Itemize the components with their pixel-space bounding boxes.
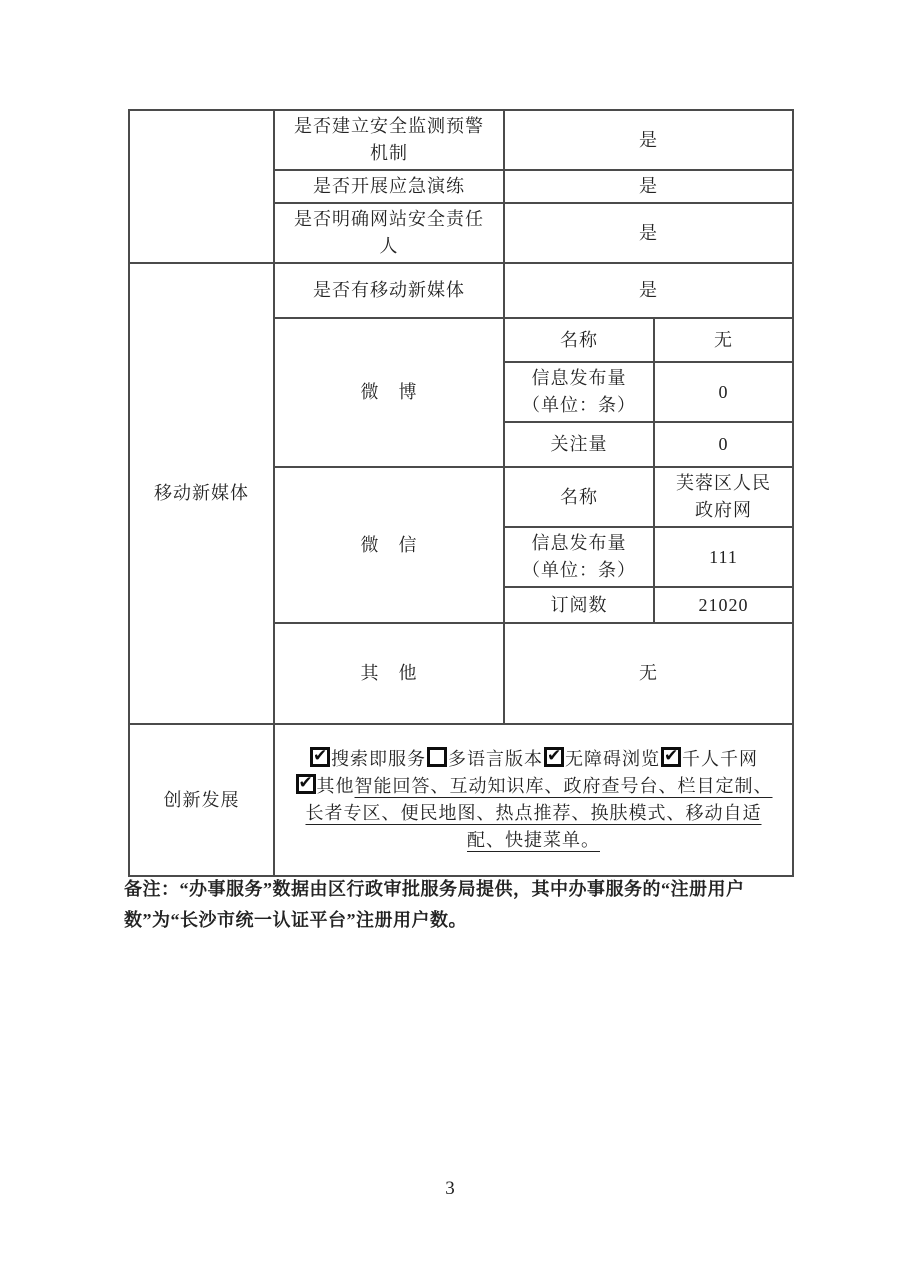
wechat-field-label-line1: 名称 (560, 486, 598, 507)
wechat-field-label (504, 587, 654, 623)
table-row (129, 724, 793, 876)
innovation-option (426, 749, 543, 769)
innovation-option-label: 多语言版本 (448, 749, 543, 769)
wechat-field-value: 111 (654, 527, 793, 587)
section-label-innovation: 创新发展 (129, 724, 274, 876)
innovation-option (660, 749, 758, 769)
wechat-field-label (504, 527, 654, 587)
weibo-field-label-line2: （单位：条） (522, 395, 636, 415)
weibo-field-value: 无 (654, 318, 793, 362)
weibo-field-label (504, 422, 654, 467)
annual-report-table (128, 109, 794, 877)
weibo-field-value: 0 (654, 422, 793, 467)
table-row (129, 263, 793, 318)
innovation-option (309, 749, 426, 769)
section-label-mobile-media: 移动新媒体 (129, 263, 274, 724)
weibo-label: 微 博 (274, 318, 504, 467)
security-answer: 是 (504, 203, 793, 263)
checkbox-checked-icon (661, 747, 681, 767)
security-question: 是否开展应急演练 (274, 170, 504, 203)
table-row (129, 110, 793, 170)
checkbox-checked-icon (296, 774, 316, 794)
wechat-field-label-line2: （单位：条） (522, 560, 636, 580)
weibo-field-label-line1: 名称 (560, 329, 598, 350)
security-answer: 是 (504, 170, 793, 203)
wechat-field-value: 21020 (654, 587, 793, 623)
innovation-option-label: 其他 (316, 776, 355, 796)
innovation-content-cell (274, 724, 793, 876)
innovation-option (543, 749, 660, 769)
mobile-media-answer: 是 (504, 263, 793, 318)
wechat-field-value: 芙蓉区人民政府网 (654, 467, 793, 527)
footnote: 备注：“办事服务”数据由区行政审批服务局提供，其中办事服务的“注册用户数”为“长沙市统一认证平台”注册用户数。 (124, 879, 745, 930)
mobile-media-question: 是否有移动新媒体 (274, 263, 504, 318)
weibo-field-label-line1: 信息发布量 (531, 368, 627, 388)
innovation-other-detail: 智能回答、互动知识库、政府查号台、栏目定制、长者专区、便民地图、热点推荐、换肤模式、移动自适配、快捷菜单。 (305, 776, 773, 850)
wechat-field-label-line1: 订阅数 (550, 594, 608, 615)
checkbox-checked-icon (310, 747, 330, 767)
other-media-label: 其 他 (274, 623, 504, 724)
checkbox-unchecked-icon (427, 747, 447, 767)
security-question: 是否明确网站安全责任人 (274, 203, 504, 263)
wechat-field-label (504, 467, 654, 527)
security-answer: 是 (504, 110, 793, 170)
innovation-option-label: 千人千网 (682, 749, 758, 769)
innovation-option-label: 搜索即服务 (331, 749, 426, 769)
weibo-field-label (504, 318, 654, 362)
weibo-field-label (504, 362, 654, 422)
page-number: 3 (445, 1178, 455, 1199)
innovation-option-label: 无障碍浏览 (565, 749, 660, 769)
weibo-field-value: 0 (654, 362, 793, 422)
checkbox-checked-icon (544, 747, 564, 767)
innovation-option (295, 776, 355, 796)
security-section-cell-empty (129, 110, 274, 263)
wechat-label: 微 信 (274, 467, 504, 623)
other-media-value: 无 (504, 623, 793, 724)
wechat-field-label-line1: 信息发布量 (531, 533, 627, 553)
security-question: 是否建立安全监测预警机制 (274, 110, 504, 170)
weibo-field-label-line1: 关注量 (550, 434, 608, 454)
